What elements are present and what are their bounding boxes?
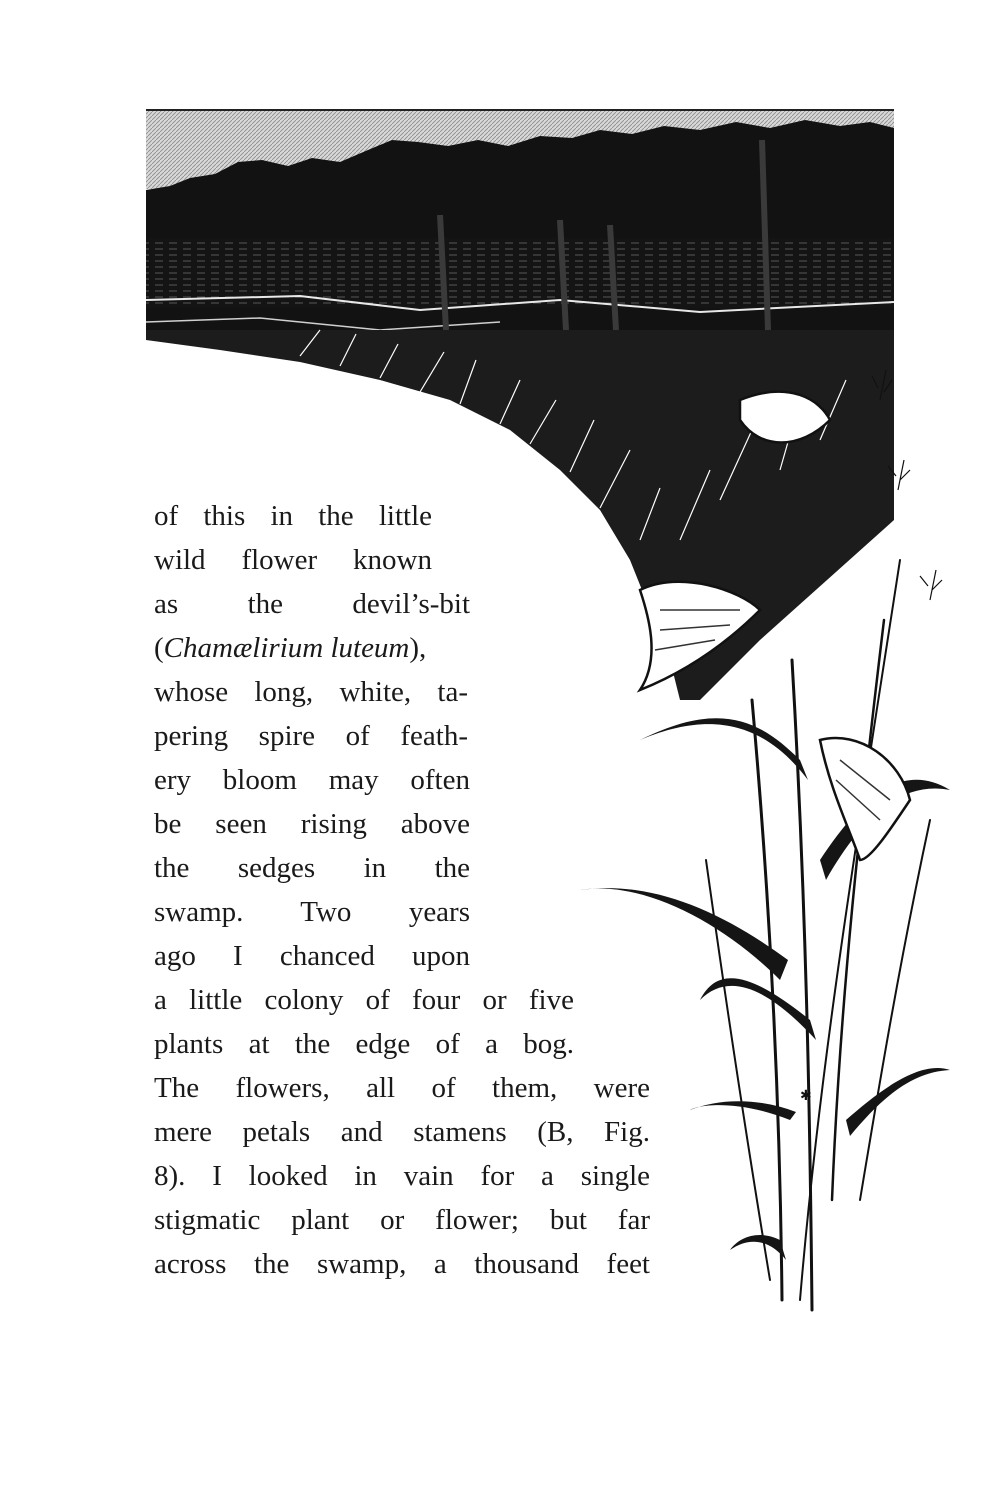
text-line-6: pering spire of feath- bbox=[154, 720, 468, 752]
species-name: Chamælirium luteum bbox=[163, 632, 410, 664]
text-line-18: across the swamp, a thousand feet bbox=[154, 1248, 650, 1280]
text-line-8: be seen rising above bbox=[154, 808, 470, 840]
engraver-monogram: ✱ bbox=[800, 1088, 812, 1104]
text-line-5: whose long, white, ta- bbox=[154, 676, 468, 708]
text-line-12: a little colony of four or five bbox=[154, 984, 574, 1016]
text-line-2: wild flower known bbox=[154, 544, 432, 576]
text-line-15: mere petals and stamens (B, Fig. bbox=[154, 1116, 650, 1148]
text-line-16: 8). I looked in vain for a single bbox=[154, 1160, 650, 1192]
text-line-14: The flowers, all of them, were bbox=[154, 1072, 650, 1104]
text-line-11: ago I chanced upon bbox=[154, 940, 470, 972]
text-line-1: of this in the little bbox=[154, 500, 432, 532]
close-paren: ), bbox=[409, 632, 427, 664]
text-line-10: swamp. Two years bbox=[154, 896, 470, 928]
text-line-3: as the devil’s-bit bbox=[154, 588, 470, 620]
text-line-13: plants at the edge of a bog. bbox=[154, 1028, 574, 1060]
text-line-4 bbox=[154, 626, 470, 670]
open-paren: ( bbox=[154, 632, 164, 664]
text-line-7: ery bloom may often bbox=[154, 764, 470, 796]
text-line-9: the sedges in the bbox=[154, 852, 470, 884]
text-line-17: stigmatic plant or flower; but far bbox=[154, 1204, 650, 1236]
